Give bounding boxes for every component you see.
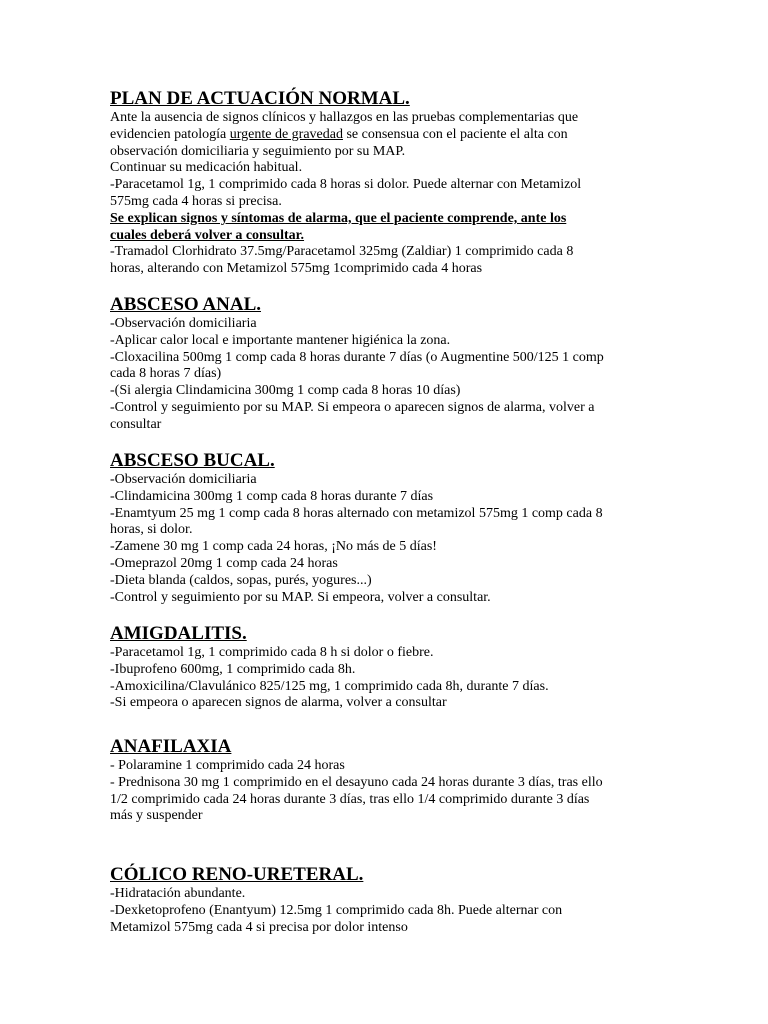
text-line: cada 8 horas 7 días) bbox=[110, 366, 222, 382]
section-amigdalitis bbox=[110, 623, 670, 712]
text-fragment: se consensua con el paciente el alta con bbox=[342, 126, 568, 142]
text-line: -Observación domiciliaria bbox=[110, 316, 257, 331]
underlined-text: urgente de gravedad bbox=[229, 126, 343, 142]
text-line: - Prednisona 30 mg 1 comprimido en el desayuno cada 24 horas durante 3 días, tras ello bbox=[110, 774, 603, 790]
text-line: -Dieta blanda (caldos, sopas, purés, yogures...) bbox=[110, 572, 372, 588]
alarm-warning-line: Se explican signos y síntomas de alarma, que el paciente comprende, ante los bbox=[110, 210, 567, 226]
text-line: -Si empeora o aparecen signos de alarma, volver a consultar bbox=[110, 695, 447, 711]
text-line: Ante la ausencia de signos clínicos y hallazgos en las pruebas complementarias que bbox=[110, 110, 579, 125]
text-line: -Aplicar calor local e importante mantener higiénica la zona. bbox=[110, 332, 451, 348]
text-line: -Omeprazol 20mg 1 comp cada 24 horas bbox=[110, 555, 338, 571]
alarm-warning-line: cuales deberá volver a consultar. bbox=[110, 227, 305, 243]
text-line: - Polaramine 1 comprimido cada 24 horas bbox=[110, 758, 345, 773]
text-line: -Hidratación abundante. bbox=[110, 886, 246, 901]
text-line: -(Si alergia Clindamicina 300mg 1 comp cada 8 horas 10 días) bbox=[110, 383, 461, 399]
section-title: PLAN DE ACTUACIÓN NORMAL. bbox=[110, 88, 410, 109]
text-line: -Zamene 30 mg 1 comp cada 24 horas, ¡No más de 5 días! bbox=[110, 539, 437, 555]
section-title: CÓLICO RENO-URETERAL. bbox=[110, 864, 364, 885]
text-line: -Paracetamol 1g, 1 comprimido cada 8 h si dolor o fiebre. bbox=[110, 645, 434, 660]
text-line: horas, si dolor. bbox=[110, 522, 193, 538]
section-body bbox=[110, 472, 670, 606]
text-line: -Dexketoprofeno (Enantyum) 12.5mg 1 comprimido cada 8h. Puede alternar con bbox=[110, 902, 563, 918]
section-body bbox=[110, 645, 670, 712]
section-body bbox=[110, 758, 670, 825]
text-line bbox=[110, 127, 670, 144]
text-line: Metamizol 575mg cada 4 si precisa por dolor intenso bbox=[110, 919, 408, 935]
text-line: -Tramadol Clorhidrato 37.5mg/Paracetamol 325mg (Zaldiar) 1 comprimido cada 8 bbox=[110, 244, 574, 260]
text-line: -Cloxacilina 500mg 1 comp cada 8 horas durante 7 días (o Augmentine 500/125 1 comp bbox=[110, 349, 604, 365]
text-line: -Control y seguimiento por su MAP. Si empeora o aparecen signos de alarma, volver a bbox=[110, 399, 595, 415]
text-line: -Ibuprofeno 600mg, 1 comprimido cada 8h. bbox=[110, 661, 356, 677]
section-absceso-bucal bbox=[110, 450, 670, 606]
section-body bbox=[110, 110, 670, 278]
text-fragment: evidencien patología bbox=[110, 126, 230, 142]
text-line: más y suspender bbox=[110, 808, 203, 824]
section-absceso-anal bbox=[110, 294, 670, 434]
text-line: consultar bbox=[110, 416, 162, 432]
section-body bbox=[110, 316, 670, 434]
section-body bbox=[110, 886, 670, 936]
text-line: -Control y seguimiento por su MAP. Si empeora, volver a consultar. bbox=[110, 589, 491, 605]
text-line: -Enamtyum 25 mg 1 comp cada 8 horas alternado con metamizol 575mg 1 comp cada 8 bbox=[110, 505, 603, 521]
text-line: -Clindamicina 300mg 1 comp cada 8 horas durante 7 días bbox=[110, 488, 434, 504]
text-line: 1/2 comprimido cada 24 horas durante 3 días, tras ello 1/4 comprimido durante 3 días bbox=[110, 791, 590, 807]
section-title: ABSCESO ANAL. bbox=[110, 294, 261, 315]
text-line: -Paracetamol 1g, 1 comprimido cada 8 horas si dolor. Puede alternar con Metamizol bbox=[110, 177, 582, 193]
section-title: ANAFILAXIA bbox=[110, 736, 232, 757]
section-colico-reno-ureteral bbox=[110, 864, 670, 936]
section-title: ABSCESO BUCAL. bbox=[110, 450, 275, 471]
text-line: -Amoxicilina/Clavulánico 825/125 mg, 1 comprimido cada 8h, durante 7 días. bbox=[110, 678, 549, 694]
text-line: 575mg cada 4 horas si precisa. bbox=[110, 193, 282, 209]
text-line: observación domiciliaria y seguimiento por su MAP. bbox=[110, 143, 406, 159]
section-title: AMIGDALITIS. bbox=[110, 623, 247, 644]
text-line: horas, alterando con Metamizol 575mg 1comprimido cada 4 horas bbox=[110, 261, 483, 277]
section-anafilaxia bbox=[110, 736, 670, 825]
text-line: Continuar su medicación habitual. bbox=[110, 160, 303, 176]
text-line: -Observación domiciliaria bbox=[110, 472, 257, 487]
section-plan-actuacion bbox=[110, 88, 670, 278]
